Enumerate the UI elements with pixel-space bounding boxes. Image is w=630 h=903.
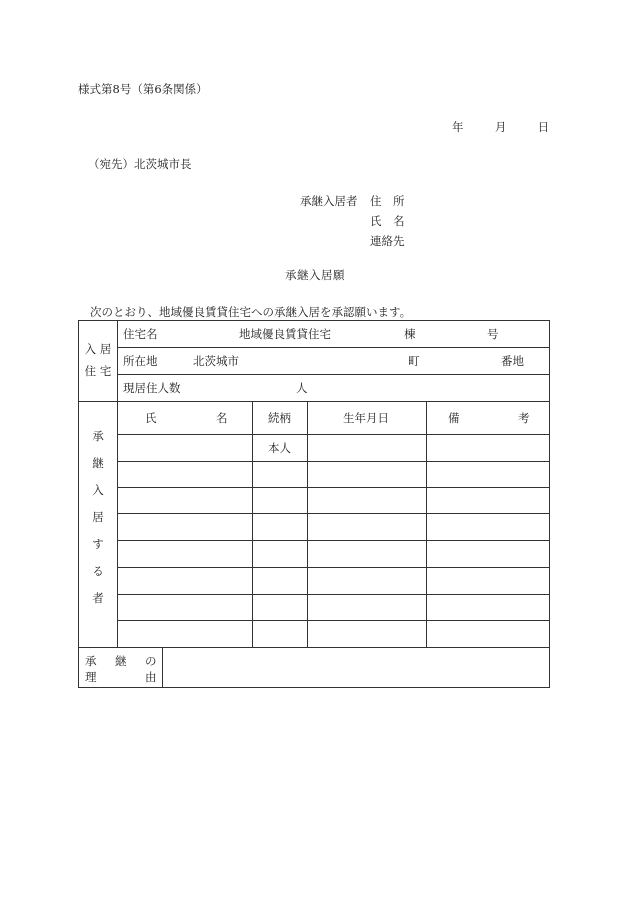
housing-section-label-1: 入 居 [84,342,112,356]
form-number: 様式第8号（第6条関係） [78,82,208,96]
residents-label: 現居住人数 [123,381,181,395]
unit-label: 号 [487,327,499,341]
date-month: 月 [494,120,507,134]
building-label: 棟 [404,327,416,341]
first-row-relation: 本人 [268,441,291,455]
col-name-a: 氏 [145,411,157,425]
applicant-block [300,194,405,254]
intro-text: 次のとおり、地域優良賃貸住宅への承継入居を承認願います。 [90,305,412,319]
housing-section-label-2: 住 宅 [84,364,112,378]
document-title: 承継入居願 [285,268,345,282]
col-birthdate: 生年月日 [343,411,389,425]
contact-label: 連絡先 [370,234,405,248]
lot-label: 番地 [501,354,524,368]
addressee: （宛先）北茨城市長 [88,157,192,171]
col-relation: 続柄 [268,411,291,425]
date-day: 日 [537,120,550,134]
reason-label-2b: 由 [145,670,157,684]
reason-label-1b: 継 [115,654,127,668]
location-label: 所在地 [123,354,158,368]
housing-name-label: 住宅名 [123,327,158,341]
col-remarks-a: 備 [448,411,460,425]
applicant-role: 承継入居者 [300,194,358,208]
application-table [78,320,550,688]
residents-unit: 人 [296,381,308,395]
col-remarks-b: 考 [518,411,530,425]
name-label: 氏 名 [370,214,405,228]
housing-name-value: 地域優良賃貸住宅 [239,327,331,341]
reason-label-2a: 理 [85,670,97,684]
reason-label-1c: の [145,654,157,668]
col-name-b: 名 [216,411,228,425]
town-label: 町 [408,354,420,368]
location-value: 北茨城市 [193,354,239,368]
date-line [452,120,549,134]
reason-label-1a: 承 [85,654,97,668]
address-label: 住 所 [370,194,405,208]
successors-section-label: 承 継 入 居 す る 者 [92,429,104,605]
date-year: 年 [452,120,464,134]
